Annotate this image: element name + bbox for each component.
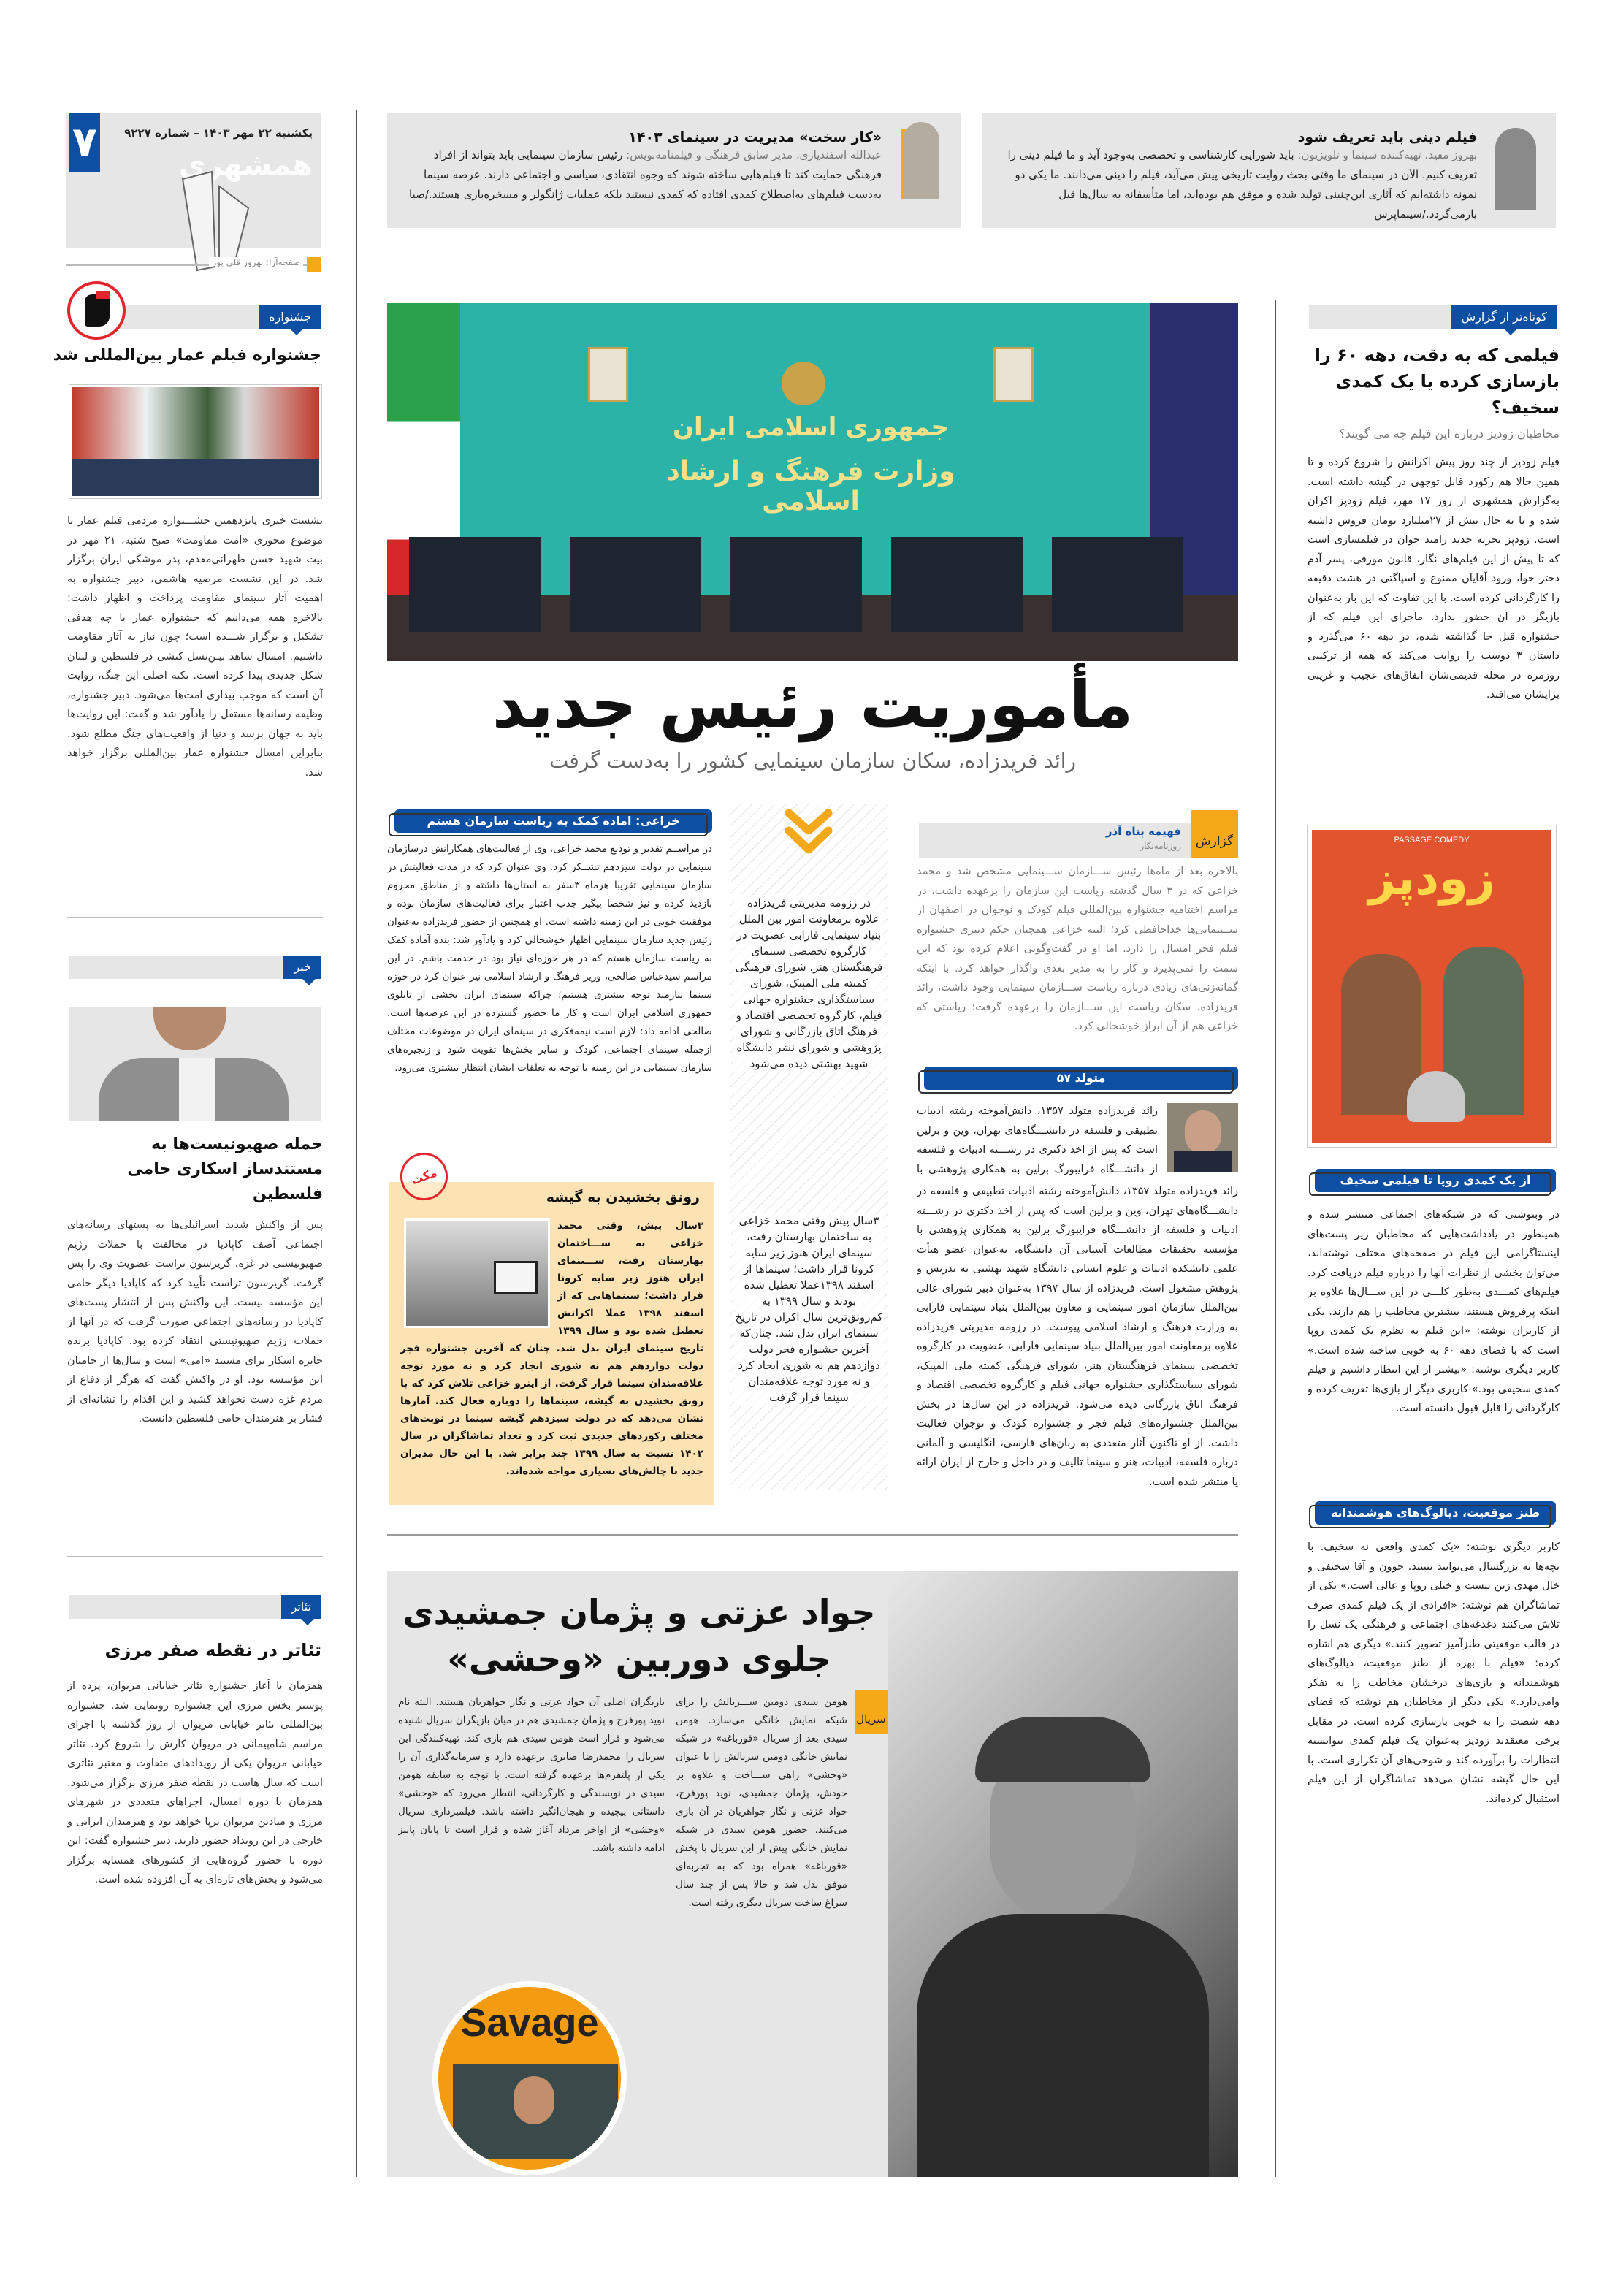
avatar [1497,141,1532,210]
quote-box [387,113,961,228]
article-body: فیلم زودپز از چند روز پیش اکرانش را شروع کرده و تا همین حالا هم رکورد قابل توجهی در گیشه داشته است. به‌گزارش همشهری از روز ۱۷ مهر، فیلم زودپز اکران شده و تا به حال بیش از ۲۷میلیارد تومان فروش داشته است. زودپز تجربه جدید رامبد جوان در فیلمسازی است که تا پیش از این فیلم‌های نگار، قانون مورفی، پسر آدم دختر حوا، ورود آقایان ممنوع و اسپاگتی در هشت دقیقه را کارگردانی کرده است. با این تفاوت که این بار به‌عنوان بازیگر در آن حضور ندارد. ماجرای این فیلم که از جشنواره قبل جا گذاشته شده، در دهه ۶۰ می‌گذرد و داستان ۳ دوست را روایت می‌کند که همه از ترکیبی روزمره در محله قدیمی‌شان اتفاق‌های عجیب و غریبی برایشان می‌افتد. [1308,457,1560,701]
quote-source: بهروز مفید، تهیه‌کننده سینما و تلویزیون: [1297,148,1477,161]
author-name: فهیمه پناه آذر [1105,825,1181,838]
column-rule [356,110,357,2177]
sign-text: وزارت فرهنگ و ارشاد اسلامی [666,457,955,516]
festival-press-photo [69,385,321,498]
article-body-continued: رائد فریدزاده متولد ۱۳۵۷، دانش‌آموخته رشته ادبیات تطبیقی و فلسفه در دانشـــگاه‌های تهران، وین و برلین است که پس از اخذ دکتری در رشـــته ادبیات و فلسفه از دانشـــگاه فرایبورگ برلین به همکاری پژوهشی با مؤسسه تحقیقات مطالعات آسیایی آن دانشگاه، به‌عنوان عضو هیأت علمی دانشکده ادبیات و علوم انسانی دانشگاه شهید بهشتی به تدریس و پژوهش مشغول است. فریدزاده از سال ۱۳۹۷ به‌عنوان دبیر شورای عالی بین‌الملل سازمان امور سینمایی و معاون بین‌الملل بنیاد سینمایی فارابی به وزارت فرهنگ و ارشاد اسلامی پیوست. در رزومه مدیریتی فریدزاده علاوه برمعاونت امور بین‌الملل بنیاد سینمایی فارابی، عضویت در کارگروه تخصصی سینمای فرهنگستان هنر، شورای فرهنگی کمیته ملی المپیک، شورای سیاستگذاری جشنواره جهانی فیلم و کارگروه تخصصی اقتصاد و فرهنگ اتاق بازرگانی دیده می‌شود. فریدزاده در این سال‌ها در بخش بین‌الملل جشنواره‌های فیلم فجر و جشنواره کودک و نوجوان فعالیت داشت. از او تاکنون آثار متعددی به زبان‌های فارسی، انگلیسی و آلمانی درباره فلسفه، ادبیات، هنر و سینما تالیف و در داخل و خارج از ایران ارائه یا منتشر شده است. [917,1186,1238,1488]
designer-marker [307,257,321,272]
lead-subtitle: رائد فریدزاده، سکان سازمان سینمایی کشور را به‌دست گرفت [549,749,1077,773]
headline-line: جلوی دوربین «وحشی» [447,1639,831,1679]
poster-title: Savage [460,2001,599,2045]
director-photo [888,1571,1238,2177]
article-body: در مراســم تقدیر و تودیع محمد خزاعی، وی از فعالیت‌های همکارانش درسازمان سینمایی در دولت سیزدهم تشــکر کرد. وی عنوان کرد که در مدت فعالیتش در سازمان سینمایی تقریبا هرماه ۳سفر به استان‌ها داشته و از مناطق محروم بازدید کرده و نیز شخصا پیگیر جذب اعتبار برای فعالیت‌های سازمان بوده و موفقیت خوبی در این زمینه داشته است. او همچنین از حضور فریدزاده به‌عنوان رئیس جدید سازمان سینمایی اظهار خوشحالی کرد و یادآور شد: بنده آماده کمک به ریاست سازمان هستم که در هر حوزه‌ای نیاز بود در خدمت باشم. در این مراسم سیدعباس صالحی، وزیر فرهنگ و ارشاد اسلامی نیز عنوان کرد در حوزه سینما نیازمند توجه بیشتری هستیم؛ چراکه سینمای ایران بخشی از تابلوی جمهوری اسلامی ایران است و کار ما حضور گسترده در این عرصه‌ها است. صالحی ادامه داد: لازم است نیمه‌فکری در سینمای ایران در موضوعات مختلف ازجمله سینمای اجتماعی، کودک و سایر بخش‌ها تقویت شود و زنجیره‌های سازمان سینمایی در این زمینه با توجه به تعلقات ایشان انتظار بیشتری می‌رود. [387,843,712,1074]
quote-text: رئیس سازمان سینمایی باید بتواند از افراد فرهنگی حمایت کند تا فیلم‌هایی ساخته شوند که وجوه انتقادی، سیاسی و اجتماعی دارند. عرصه سینما به‌دست فیلم‌های به‌اصطلاح کمدی افتاده که کمدی نیستند بلکه عملیات ژانگولر و مسخره‌بازی هستند./صبا [409,148,882,201]
quote-title: فیلم دینی باید تعریف شود [1297,129,1477,145]
brand-logo: همشهری [178,148,313,182]
article-subtitle: مخاطبان زودپز درباره این فیلم چه می گویند؟ [1339,427,1560,440]
subhead: خزاعی: آماده کمک به ریاست سازمان هستم [394,809,712,833]
section-tag: کوتاه‌تر از گزارش [1451,305,1557,329]
article-text: بازیگران اصلی آن جواد عزتی و نگار جواهریان هستند. البته نام نوید پورفرج و پژمان جمشیدی هم در میان بازیگران سریال شنیده می‌شود و قرار است هومن سیدی هم بازی کند. تهیه‌کنندگی این سریال را محمدرضا صابری برعهده دارد و سرمایه‌گذاری آن را یکی از پلتفرم‌ها برعهده گرفته است. با توجه به سابقه هومن سیدی در نویسندگی و کارگردانی، انتظار می‌رود که «وحشی» داستانی پیچیده و هیجان‌انگیز داشته باشد. فیلمبرداری سریال «وحشی» از اواخر مرداد آغاز شده و قرار است تا پایان پاییز ادامه داشته باشد. [398,1696,665,1854]
article-body: پس از واکنش شدید اسرائیلی‌ها به پستهای رسانه‌های اجتماعی آصف کاپادیا در مخالفت با حملات رژیم صهیونیستی در غزه، گریرسون تراست عضویت وی را پس گرفت. گریرسون تراست تأیید کرد که کاپادیا دیگر حامی این مؤسسه نیست. این واکنش پس از انتشار پست‌های کاپادیا در رسانه‌های اجتماعی صورت گرفت که در آنها از حملات رژیم صهیونیستی انتقاد کرده بود. کاپادیا برنده جایزه اسکار برای مستند «امی» است و سال‌ها از حامیان این مؤسسه بود. او در واکنش گفت که هرگز از دفاع از مردم غزه دست نخواهد کشید و این اقدام را نشانه‌ای از فشار بر هنرمندان حامی فلسطین دانست. [67,1219,323,1424]
section-tag-bar [95,305,321,329]
chevron-down-icon [783,807,834,858]
divider [387,1534,1238,1536]
ammar-logo-icon [67,281,126,340]
masthead [66,113,321,248]
section-label: سریال [855,1690,888,1734]
divider [67,917,323,918]
article-body: رائد فریدزاده متولد ۱۳۵۷، دانش‌آموخته رشته ادبیات تطبیقی و فلسفه در دانشـــگاه‌های تهران، وین و برلین است که پس از اخذ دکتری در رشـــته ادبیات و فلسفه از دانشـــگاه فرایبورگ برلین به همکاری پژوهشی با [917,1105,1158,1175]
section-tag-bar [69,1595,321,1619]
quote-box [982,113,1556,228]
news-article [67,1132,323,1523]
series-poster [432,1981,627,2175]
pull-quote: ۳سال پیش وقتی محمد خزاعی به ساختمان بهارستان رفت، سینمای ایران هنوز زیر سایه کرونا قرار داشت؛ سینماها از اسفند ۱۳۹۸عملا تعطیل شده بودند و سال ۱۳۹۹ به کم‌رونق‌ترین سال اکران در تاریخ سینمای ایران بدل شد. چنان‌که آخرین جشنواره فجر دولت دوازدهم هم نه شوری ایجاد کرد و نه مورد توجه علاقه‌مندان سینما قرار گرفت [735,1214,883,1404]
article-body: بالاخره بعد از ماه‌ها رئیس ســـازمان ســـینمایی مشخص شد و محمد خزاعی که در ۳ سال گذشته ریاست این سازمان را برعهده داشت، در مراسم اختتامیه جشنواره بین‌المللی فیلم کودک و نوجوان در اصفهان از ســینمایی‌ها خداحافظی کرد؛ البته خزاعی همچنان حکم دبیری جشنواره فیلم فجر امسال را دارد. اما او در گفت‌وگویی اعلام کرده بود که این سمت را نمی‌پذیرد و کار را به مدیر بعدی واگذار خواهد کرد. با اینکه گمانه‌زنی‌های زیادی درباره ریاست ســـازمان سینمایی وجود داشت، رائد فریدزاده، سکان ریاست این ســـازمان را برعهده گرفت؛ ریاستی که خزاعی هم از آن ابراز خوشحالی کرد. [917,866,1238,1032]
section-tag: تئاتر [281,1595,321,1619]
section-label: گزارش [1191,810,1238,858]
short-article [1308,342,1560,809]
article-title: جشنواره فیلم عمار بین‌المللی شد [53,346,321,365]
headline-line: جواد عزتی و پژمان جمشیدی [402,1593,876,1632]
article-body: نشست خبری پانزدهمین جشـــنواره مردمی فیلم عمار با موضوع محوری «امت مقاومت» صبح شنبه، ۲۱ مهر در بیت شهید حسن طهرانی‌مقدم، پدر موشکی ایران برگزار شد. در این نشست مرضیه هاشمی، دبیر جشنواره به اهمیت آثار سینمای مقاومت پرداخت و اظهار داشت: بالاخره همه می‌دانیم که جشنواره عمار با چه هدفی تشکیل و برگزار شـــده است؛ چون نیاز به آثار مقاومت داشتیم. امسال شاهد بیـن‌نسل کنشی در فلسطین و لبنان شکل جدیدی پیدا کرده است. نکته اصلی این جنگ، روایت آن است که موجب بیداری امت‌ها می‌شود. دبیر جشنواره، وظیفه رسانه‌ها مستقل را یادآور شد و گفت: این روایت‌ها باید به جهان برسد و دنیا از واقعیت‌های جنگ مطلع شود. بنابراین امسال جشنواره عمار بین‌المللی برگزار خواهد شد. [67,515,323,779]
article-body: هومن سیدی دومین ســـریالش را برای شبکه نمایش خانگی می‌سازد. هومن سیدی بعد از سریال «قورباغه» در شبکه نمایش خانگی دومین سریالش را با عنوان «وحشی» راهی ســـاخت و علاوه بر خودش، پژمان جمشیدی، نوید پورفرج، جواد عزتی و نگار جواهریان در آن بازی می‌کنند. حضور هومن سیدی در شبکه نمایش خانگی پیش از این سریال با پخش «قورباغه» همراه بود که به تجربه‌ای موفق بدل شد و حالا پس از چند سال سراغ ساخت سریال دیگری رفته است. [676,1696,847,1909]
box-body [400,1217,703,1498]
poster-subtitle: PASSAGE COMEDY [1394,836,1470,844]
issue-date: یکشنبه ۲۲ مهر ۱۴۰۳ – شماره ۹۲۲۷ [124,126,313,140]
page-designer: صفحه‌آرا: بهروز قلی پور [209,257,303,267]
section-tag: خبر [283,956,321,979]
zoodpaz-poster [1308,825,1556,1147]
filmmaker-photo [69,1007,321,1121]
stamp: مکث [394,1146,454,1207]
column-rule [1275,300,1276,2177]
article-body [398,1693,665,1975]
lead-headline: مأموریت رئیس جدید [492,667,1134,742]
avatar [901,129,936,199]
subhead: طنز موقعیت، دیالوگ‌های هوشمندانه [1315,1501,1556,1525]
article-title: فیلمی که به دقت، دهه ۶۰ را بازسازی کرده یا یک کمدی سخیف؟ [1314,345,1560,418]
divider [67,1556,323,1557]
pull-quote: در رزومه مدیریتی فریدزاده علاوه برمعاونت امور بین الملل بنیاد سینمایی فارابی عضویت در کارگروه تخصصی سینمای فرهنگستان هنر، شورای فرهنگی کمیته ملی المپیک، شورای سیاستگذاری جشنواره جهانی فیلم، کارگروه تخصصی اقتصاد و فرهنگ اتاق بازرگانی و شورای پژوهشی و شورای نشر دانشگاه شهید بهشتی دیده می‌شود [735,896,883,1070]
series-headline [387,1589,891,1682]
article-body: کاربر دیگری نوشته: «یک کمدی واقعی نه سخیف. با بچه‌ها به بزرگسال می‌توانید ببینید. جوون و آقا سخیفی و خال مهدی زین نیست و خیلی روپا و عالی است.» یکی از تماشاگران هم نوشته: «افرادی از یک فیلم کمدی صرف تلاش می‌کنند دغدغه‌های اجتماعی و فرهنگی یک نسل را در قالب موقعیتی طنزآمیز تصویر کنند.» دیگری هم اشاره کرده: «فیلم با بهره از طنز موقعیت، دیالوگ‌های هوشمندانه و بازی‌های درخشان مخاطب را به تفکر وامی‌دارد.» یکی دیگر از مخاطبان هم نوشته که فضای دهه شصت را به خوبی بازسازی کرده است. در مقابل برخی معتقدند زودپز به‌عنوان یک فیلم کمدی نتوانسته انتظارات را برآورده کند و شوخی‌های آن تکراری است. با این حال گیشه نشان می‌دهد تماشاگران از این فیلم استقبال کرده‌اند. [1308,1541,1560,1805]
quote-text: باید شورایی کارشناسی و تخصصی به‌وجود آید و ما فیلم دینی را تعریف کنیم. الآن در سینمای ما وقتی بحث روایت تاریخی پیش می‌آید، فیلم را دینی می‌دانند. ما یکی دو نمونه داشته‌ایم که آثاری این‌چنینی تولید شده و موفق هم بوده‌اند، اما متأسفانه به سال‌ها قبل بازمی‌گردد./سینماپرس [1007,148,1477,221]
box-heading: رونق بخشیدن به گیشه [546,1189,700,1205]
subhead: از یک کمدی روپا تا فیلمی سخیف [1315,1169,1556,1192]
subhead: متولد ۵۷ [924,1067,1238,1090]
article-title: حمله صهیونیست‌ها به مستندساز اسکاری حامی فلسطین [127,1135,323,1203]
poster-title: زودپز [1368,852,1495,906]
fridzadeh-portrait [1167,1103,1238,1172]
quote-title: «کار سخت» مدیریت در سینمای ۱۴۰۳ [628,129,882,145]
section-tag: جشنواره [259,305,321,329]
article-title: تئاتر در نقطه صفر مرزی [104,1640,321,1660]
quote-source: عبدالله اسفندیاری، مدیر سابق فرهنگی و فیلمنامه‌نویس: [626,148,882,161]
sidebar-box [389,1165,714,1505]
byline-bar [919,823,1238,858]
author-role: روزنامه‌نگار [1140,841,1181,851]
pull-quote-column [730,804,888,1490]
section-tag-bar [1309,305,1557,329]
article-body: در وبنوشتی که در شبکه‌های اجتماعی منتشر شده و همینطور در یادداشت‌هایی که مخاطبان زیر پست‌های اینستاگرامی این فیلم در صفحه‌های مختلف نوشته‌اند، می‌توان بخشی از نظرات آنها را درباره فیلم دریافت کرد. فیلم‌های کمـــدی به‌طور کلـــی در این ســـال‌ها علاوه بر اینکه پرفروش هستند، بیشترین مخاطب را هم دارند. یکی از کاربران نوشته: «این فیلم به نظرم یک کمدی روپا است که با فضای دهه ۶۰ به خوبی ساخته شده است.» کاربر دیگری نوشته: «بیشتر از این انتظار داشتیم و فیلم کمدی سخیفی بود.» کاربری دیگر از بازی‌ها تعریف کرده و کارگردانی را قابل قبول دانسته است. [1308,1209,1560,1414]
sign-text: جمهوری اسلامی ایران [672,413,950,442]
section-tag-bar [69,956,321,979]
article-body: همزمان با آغاز جشنواره تئاتر خیابانی مریوان، پرده از پوستر بخش مرزی این جشنواره رونمایی شد. جشنواره بین‌المللی تئاتر خیابانی مریوان از روز گذشته با اجرای مراسم شاه‌پیمانی در مریوان کارش را شروع کرد. تئاتر خیابانی مریوان یکی از رویدادهای متفاوت و معتبر تئاتری است که سال هاست در نقطه صفر مرزی برگزار می‌شود. همزمان با دوره امسال، اجراهای متعددی در شهرهای مرزی و میادین مریوان برپا خواهد بود و هنرمندان ایرانی و خارجی در این رویداد حضور دارند. دبیر جشنواره گفت: این دوره با حضور گروه‌هایی از کشورهای همسایه برگزار می‌شود و بخش‌های تازه‌ای به آن افزوده شده است. [67,1680,323,1885]
page-number: ۷ [69,113,100,172]
box-text: ۳سال پیش، وقتی محمد خزاعی به ســـاختمان بهارستان رفت، ســـینمای ایران هنوز زیر سایه کرونا قرار داشت؛ سینماهایی که از اسفند ۱۳۹۸ عملا اکرانش تعطیل شده بود و سال ۱۳۹۹ تاریخ سینمای ایران بدل شد. چنان که آخرین جشنواره فجر دولت دوازدهم هم نه شوری ایجاد کرد و نه مورد توجه علاقه‌مندان سینما قرار گرفت. از اینرو خزاعی تلاش کرد که با رونق بخشیدن به گیشه، سینماها را دوباره فعال کند. آمارها نشان می‌دهد که در دولت سیزدهم گیشه سینما در نوبت‌های مختلف رکوردهای جدیدی ثبت کرد و تعداد تماشاگران در سال ۱۴۰۲ نسبت به سال ۱۳۹۹ چند برابر شد. با این حال مدیران جدید با چالش‌های بسیاری مواجه شده‌اند. [400,1220,703,1477]
lead-photo [387,303,1238,661]
